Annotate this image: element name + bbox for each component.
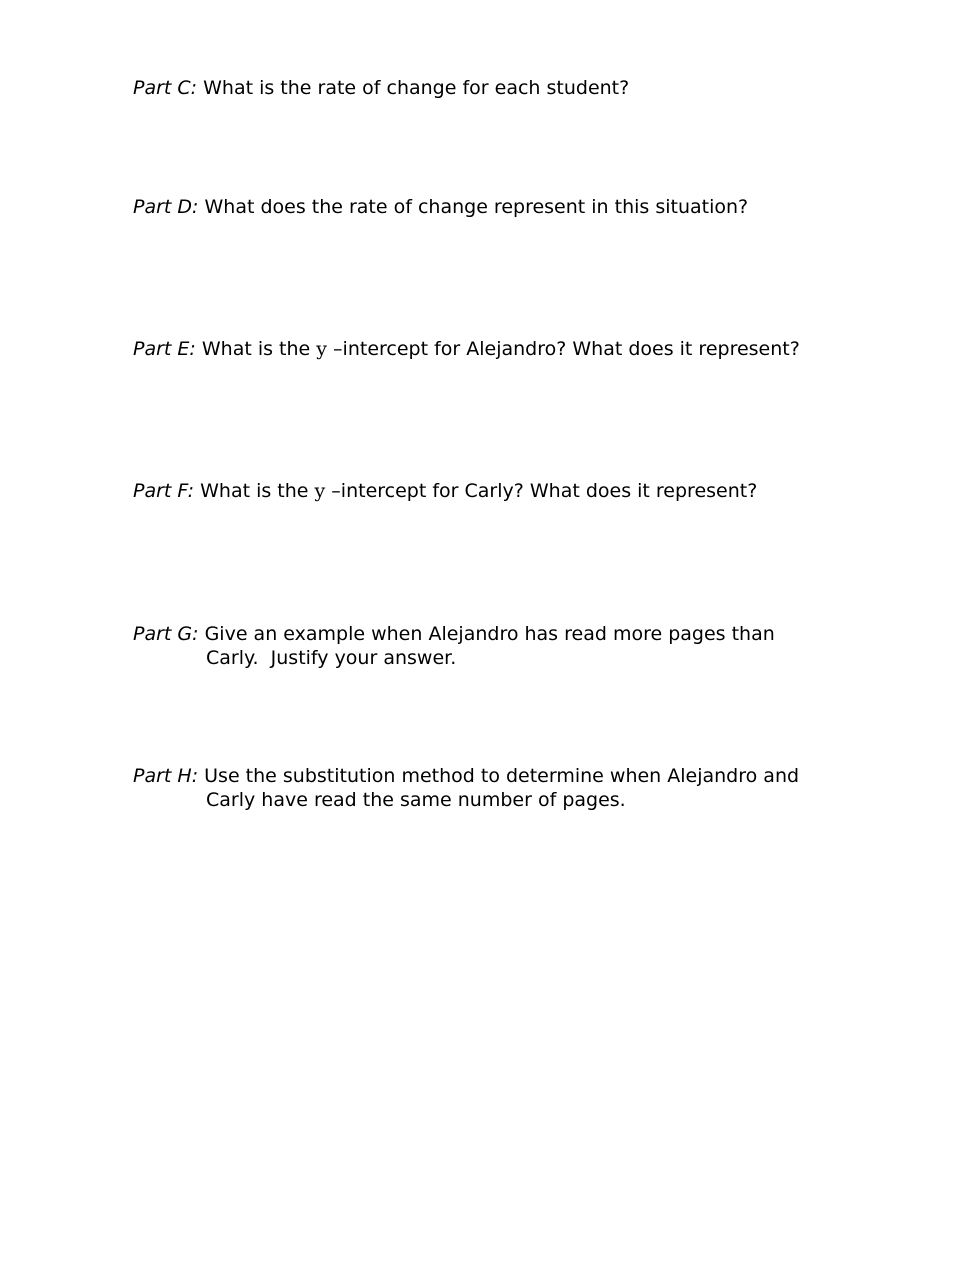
question-part-g [133, 622, 833, 670]
variable-y: y [314, 480, 326, 502]
part-label: Part D: [133, 196, 199, 218]
part-label: Part F: [133, 480, 195, 502]
question-text-continued: Carly. Justify your answer. [206, 647, 457, 669]
question-text-continued: Carly have read the same number of pages. [206, 789, 626, 811]
question-text: Give an example when Alejandro has read more pages than [204, 623, 775, 645]
question-text-post: –intercept for Alejandro? What does it represent? [333, 338, 800, 360]
question-text: What is the rate of change for each student? [203, 77, 630, 99]
question-text-pre: What is the [200, 480, 309, 502]
question-text: Use the substitution method to determine when Alejandro and [204, 765, 800, 787]
question-part-c [133, 76, 833, 100]
variable-y: y [316, 338, 327, 360]
question-part-f [133, 479, 833, 503]
question-text: What does the rate of change represent in this situation? [204, 196, 749, 218]
part-label: Part E: [133, 338, 196, 360]
question-part-e [133, 337, 833, 361]
part-label: Part H: [133, 765, 199, 787]
question-text-post: –intercept for Carly? What does it represent? [331, 480, 758, 502]
part-label: Part G: [133, 623, 199, 645]
question-part-d [133, 195, 833, 219]
part-label: Part C: [133, 77, 198, 99]
question-text-pre: What is the [201, 338, 311, 360]
question-part-h [133, 764, 833, 812]
